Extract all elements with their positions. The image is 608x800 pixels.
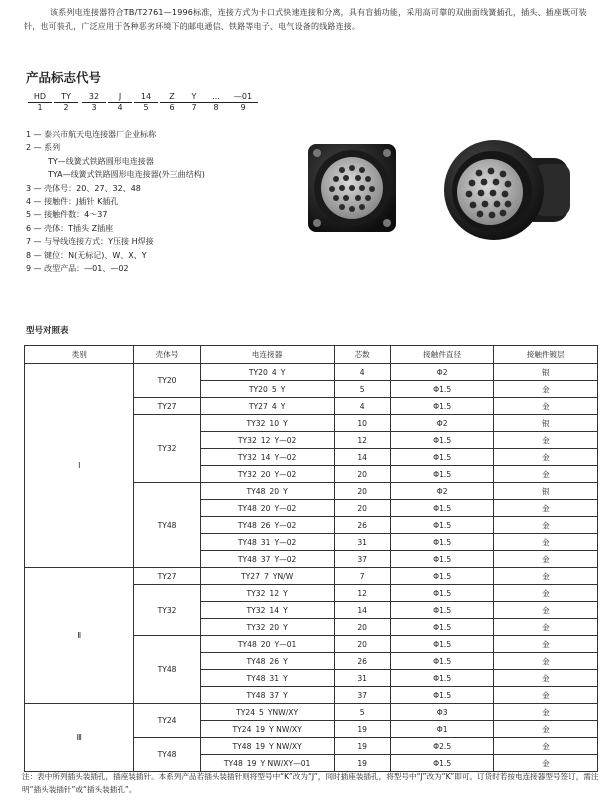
model-part-mid: 12 — [260, 435, 271, 445]
diameter-cell: Φ2 — [390, 483, 494, 500]
model-part-post: Y—02 — [274, 520, 297, 530]
plating-cell: 金 — [494, 466, 598, 483]
table-row — [25, 568, 598, 585]
model-part-pre: TY48 — [232, 741, 252, 751]
model-part-mid: 4 — [271, 401, 277, 411]
model-part-post: Y — [280, 384, 286, 394]
model-part-post: Y — [283, 486, 288, 496]
model-part-pre: TY32 — [246, 605, 266, 615]
diameter-cell: Φ2 — [390, 364, 494, 381]
legend-line: 8 — 键位：N(无标记)、W、X、Y — [26, 250, 147, 260]
plating-cell: 金 — [494, 432, 598, 449]
model-part-post: Y — [283, 418, 288, 428]
model-part-pre: TY48 — [237, 520, 257, 530]
model-part-pre: TY48 — [246, 690, 266, 700]
diameter-cell: Φ1.5 — [390, 585, 494, 602]
plating-cell: 银 — [494, 415, 598, 432]
legend-line: 3 — 壳体号：20、27、32、48 — [26, 183, 141, 193]
header-contact-plating: 接触件镀层 — [494, 346, 598, 364]
model-part-mid: 19 — [255, 724, 266, 734]
model-part-pre: TY24 — [236, 707, 256, 717]
model-part-pre: TY27 — [248, 401, 268, 411]
plug-connector-image — [444, 140, 570, 240]
category-cell: Ⅰ — [25, 364, 134, 568]
model-part-post: Y—02 — [274, 435, 297, 445]
diameter-cell: Φ1.5 — [390, 636, 494, 653]
core-count-cell: 19 — [334, 738, 390, 755]
diameter-cell: Φ1.5 — [390, 381, 494, 398]
diameter-cell: Φ1.5 — [390, 670, 494, 687]
model-part-mid: 31 — [260, 537, 271, 547]
code-part: HD 1 — [28, 92, 52, 113]
model-part-post: Y NW/XY — [269, 741, 302, 751]
connector-model-cell — [200, 585, 334, 602]
shell-cell: TY48 — [134, 738, 200, 772]
diameter-cell: Φ1.5 — [390, 653, 494, 670]
code-part: 32 3 — [82, 92, 106, 113]
model-comparison-table — [24, 345, 598, 772]
core-count-cell: 12 — [334, 585, 390, 602]
model-part-post: Y—01 — [274, 639, 297, 649]
legend-line: TYA—线簧式铁路圆形电连接器(外三曲结构) — [48, 170, 205, 180]
model-part-pre: TY20 — [248, 384, 268, 394]
model-part-post: Y NW/XY—01 — [260, 758, 311, 768]
connector-model-cell — [200, 415, 334, 432]
model-part-mid: 37 — [260, 554, 271, 564]
model-part-pre: TY48 — [223, 758, 243, 768]
model-part-post: Y—02 — [274, 469, 297, 479]
header-connector: 电连接器 — [200, 346, 334, 364]
model-part-mid: 12 — [269, 588, 280, 598]
table-row — [25, 704, 598, 721]
diameter-cell: Φ1.5 — [390, 568, 494, 585]
legend-line: 9 — 改型产品：—01、—02 — [26, 264, 129, 274]
plating-cell: 金 — [494, 602, 598, 619]
model-part-mid: 14 — [260, 452, 271, 462]
model-part-pre: TY20 — [248, 367, 268, 377]
connector-model-cell — [200, 738, 334, 755]
section-title-product-code: 产品标志代号 — [26, 70, 102, 85]
category-cell: Ⅱ — [25, 568, 134, 704]
model-part-mid: 31 — [269, 673, 280, 683]
core-count-cell: 14 — [334, 602, 390, 619]
model-part-pre: TY32 — [246, 588, 266, 598]
model-part-post: Y — [283, 622, 288, 632]
table-row — [25, 364, 598, 381]
core-count-cell: 37 — [334, 687, 390, 704]
header-shell: 壳体号 — [134, 346, 200, 364]
model-part-pre: TY32 — [246, 418, 266, 428]
code-part: Y 7 — [182, 92, 206, 113]
category-cell: Ⅲ — [25, 704, 134, 772]
model-part-pre: TY48 — [237, 639, 257, 649]
connector-product-photo — [302, 138, 574, 246]
model-part-post: Y—02 — [274, 452, 297, 462]
model-part-post: YNW/XY — [267, 707, 299, 717]
model-part-pre: TY48 — [237, 537, 257, 547]
code-part: Z 6 — [160, 92, 184, 113]
model-part-pre: TY48 — [246, 673, 266, 683]
connector-model-cell — [200, 551, 334, 568]
diameter-cell: Φ1.5 — [390, 398, 494, 415]
plating-cell: 金 — [494, 398, 598, 415]
model-part-mid: 10 — [269, 418, 280, 428]
model-part-mid: 14 — [269, 605, 280, 615]
plating-cell: 金 — [494, 534, 598, 551]
model-part-mid: 5 — [271, 384, 277, 394]
plating-cell: 金 — [494, 636, 598, 653]
table-title: 型号对照表 — [26, 326, 69, 336]
diameter-cell: Φ1.5 — [390, 517, 494, 534]
core-count-cell: 20 — [334, 483, 390, 500]
plating-cell: 金 — [494, 670, 598, 687]
legend-line: 1 — 泰兴市航天电连接器厂企业标称 — [26, 130, 157, 139]
shell-cell: TY48 — [134, 483, 200, 568]
connector-model-cell — [200, 534, 334, 551]
shell-cell: TY24 — [134, 704, 200, 738]
core-count-cell: 7 — [334, 568, 390, 585]
core-count-cell: 19 — [334, 755, 390, 772]
model-part-post: Y NW/XY — [269, 724, 302, 734]
connector-model-cell — [200, 449, 334, 466]
connector-model-cell — [200, 500, 334, 517]
shell-cell: TY32 — [134, 415, 200, 483]
connector-model-cell — [200, 653, 334, 670]
model-part-post: Y — [283, 690, 288, 700]
core-count-cell: 20 — [334, 636, 390, 653]
connector-model-cell — [200, 619, 334, 636]
code-part: —01 9 — [228, 92, 258, 113]
diameter-cell: Φ1.5 — [390, 602, 494, 619]
core-count-cell: 14 — [334, 449, 390, 466]
core-count-cell: 4 — [334, 398, 390, 415]
core-count-cell: 10 — [334, 415, 390, 432]
model-part-post: Y — [283, 588, 288, 598]
diameter-cell: Φ1.5 — [390, 500, 494, 517]
core-count-cell: 31 — [334, 670, 390, 687]
connector-model-cell — [200, 670, 334, 687]
model-part-post: Y — [283, 656, 288, 666]
core-count-cell: 20 — [334, 500, 390, 517]
legend-line: 5 — 接触件数：4～37 — [26, 210, 108, 220]
model-part-pre: TY48 — [246, 486, 266, 496]
footnote: 注：表中所列插头装插孔，插座装插针。本系列产品若插头装插针则将型号中“K”改为“J”，同时插座装插孔，将型号中“J”改为“K”即可。订货时若按电连接器型号签订，需注明“插头装插针”或“插头装插孔”。 — [22, 772, 599, 794]
model-part-mid: 19 — [246, 758, 257, 768]
model-part-post: Y — [283, 673, 288, 683]
model-part-post: Y—02 — [274, 503, 297, 513]
diameter-cell: Φ1.5 — [390, 432, 494, 449]
connector-model-cell — [200, 755, 334, 772]
header-core-count: 芯数 — [334, 346, 390, 364]
legend-line: TY—线簧式铁路圆形电连接器 — [48, 156, 154, 166]
plating-cell: 金 — [494, 449, 598, 466]
model-part-mid: 20 — [260, 469, 271, 479]
diameter-cell: Φ3 — [390, 704, 494, 721]
model-part-mid: 37 — [269, 690, 280, 700]
model-part-post: Y — [280, 367, 286, 377]
plating-cell: 金 — [494, 568, 598, 585]
connector-model-cell — [200, 432, 334, 449]
shell-cell: TY20 — [134, 364, 200, 398]
code-legend — [26, 128, 296, 275]
model-part-post: YN/W — [272, 571, 294, 581]
model-part-mid: 20 — [269, 486, 280, 496]
model-part-pre: TY48 — [237, 554, 257, 564]
connector-model-cell — [200, 483, 334, 500]
legend-line: 4 — 接触件：J插针 K插孔 — [26, 197, 119, 207]
shell-cell: TY27 — [134, 568, 200, 585]
model-part-pre: TY48 — [246, 656, 266, 666]
plating-cell: 金 — [494, 381, 598, 398]
plating-cell: 金 — [494, 704, 598, 721]
model-part-mid: 7 — [263, 571, 269, 581]
plating-cell: 金 — [494, 585, 598, 602]
diameter-cell: Φ1.5 — [390, 619, 494, 636]
connector-model-cell — [200, 721, 334, 738]
intro-paragraph — [24, 6, 600, 33]
connector-model-cell — [200, 517, 334, 534]
core-count-cell: 20 — [334, 466, 390, 483]
connector-model-cell — [200, 381, 334, 398]
plating-cell: 金 — [494, 721, 598, 738]
core-count-cell: 19 — [334, 721, 390, 738]
connector-model-cell — [200, 568, 334, 585]
diameter-cell: Φ2.5 — [390, 738, 494, 755]
code-part: TY 2 — [54, 92, 78, 113]
model-part-pre: TY32 — [246, 622, 266, 632]
core-count-cell: 26 — [334, 653, 390, 670]
core-count-cell: 26 — [334, 517, 390, 534]
model-part-mid: 26 — [269, 656, 280, 666]
model-part-post: Y — [283, 605, 288, 615]
shell-cell: TY48 — [134, 636, 200, 704]
diameter-cell: Φ1.5 — [390, 534, 494, 551]
model-part-pre: TY32 — [237, 435, 257, 445]
shell-cell: TY32 — [134, 585, 200, 636]
model-part-post: Y—02 — [274, 537, 297, 547]
diameter-cell: Φ1.5 — [390, 755, 494, 772]
plating-cell: 银 — [494, 364, 598, 381]
plating-cell: 金 — [494, 687, 598, 704]
diameter-cell: Φ1.5 — [390, 687, 494, 704]
plating-cell: 金 — [494, 755, 598, 772]
core-count-cell: 20 — [334, 619, 390, 636]
core-count-cell: 37 — [334, 551, 390, 568]
core-count-cell: 5 — [334, 381, 390, 398]
socket-connector-image — [308, 144, 396, 232]
plating-cell: 金 — [494, 738, 598, 755]
connector-model-cell — [200, 398, 334, 415]
model-part-mid: 4 — [271, 367, 277, 377]
plating-cell: 金 — [494, 500, 598, 517]
code-part: … 8 — [204, 92, 228, 113]
core-count-cell: 4 — [334, 364, 390, 381]
plating-cell: 银 — [494, 483, 598, 500]
shell-cell: TY27 — [134, 398, 200, 415]
model-part-mid: 26 — [260, 520, 271, 530]
model-part-post: Y—02 — [274, 554, 297, 564]
model-part-pre: TY32 — [237, 469, 257, 479]
header-contact-diameter: 接触件直径 — [390, 346, 494, 364]
plating-cell: 金 — [494, 517, 598, 534]
connector-model-cell — [200, 602, 334, 619]
legend-line: 2 — 系列 — [26, 143, 61, 153]
intro-text: 该系列电连接器符合TB/T2761—1996标准，连接方式为卡口式快速连接和分离，具有盲插功能，采用高可靠的双曲面线簧插孔，插头、插座既可装针，也可装孔，广泛应用于各种恶劣环境下的邮电通信、铁路等电子、电气设备的线路连接。 — [24, 8, 587, 31]
connector-model-cell — [200, 364, 334, 381]
model-part-mid: 20 — [269, 622, 280, 632]
diameter-cell: Φ1.5 — [390, 449, 494, 466]
legend-line: 7 — 与导线连接方式：Y压接 H焊接 — [26, 237, 154, 247]
connector-model-cell — [200, 466, 334, 483]
plating-cell: 金 — [494, 619, 598, 636]
connector-model-cell — [200, 636, 334, 653]
diameter-cell: Φ2 — [390, 415, 494, 432]
model-part-pre: TY48 — [237, 503, 257, 513]
plating-cell: 金 — [494, 653, 598, 670]
code-part: 14 5 — [134, 92, 158, 113]
code-part: J 4 — [108, 92, 132, 113]
model-part-mid: 20 — [260, 503, 271, 513]
model-part-pre: TY24 — [232, 724, 252, 734]
diameter-cell: Φ1.5 — [390, 466, 494, 483]
model-part-mid: 20 — [260, 639, 271, 649]
model-part-mid: 5 — [259, 707, 264, 717]
model-part-mid: 19 — [255, 741, 266, 751]
core-count-cell: 31 — [334, 534, 390, 551]
connector-model-cell — [200, 704, 334, 721]
legend-line: 6 — 壳体：T插头 Z插座 — [26, 223, 114, 233]
diameter-cell: Φ1 — [390, 721, 494, 738]
model-part-pre: TY32 — [237, 452, 257, 462]
core-count-cell: 5 — [334, 704, 390, 721]
connector-model-cell — [200, 687, 334, 704]
model-part-pre: TY27 — [241, 571, 260, 581]
model-part-post: Y — [280, 401, 286, 411]
core-count-cell: 12 — [334, 432, 390, 449]
plating-cell: 金 — [494, 551, 598, 568]
diameter-cell: Φ1.5 — [390, 551, 494, 568]
header-category: 类别 — [25, 346, 134, 364]
table-header-row — [25, 346, 598, 364]
